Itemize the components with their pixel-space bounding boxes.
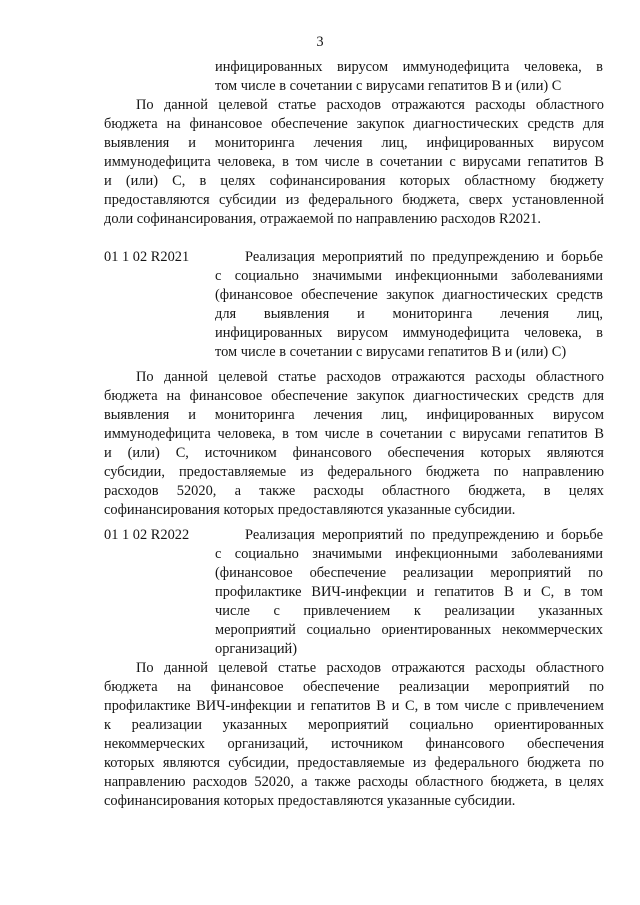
paragraph-3: [104, 659, 604, 811]
text-line: и (или) C, источником финансового обеспечения которых являются: [104, 445, 604, 461]
text-line: инфицированных вирусом иммунодефицита человека, в: [215, 59, 603, 75]
text-line: выявления и мониторинга лечения лиц, инфицированных вирусом: [104, 135, 604, 151]
text-line: выявления и мониторинга лечения лиц, инфицированных вирусом: [104, 407, 604, 423]
entry-description-r2022: [215, 526, 603, 659]
entry-code-r2022: 01 1 02 R2022: [104, 527, 190, 543]
text-line: организаций): [215, 641, 298, 657]
text-line: бюджета на финансовое обеспечение реализации мероприятий по: [104, 679, 604, 695]
text-line: доли софинансирования, отражаемой по направлению расходов R2021.: [104, 211, 541, 227]
text-line: том числе в сочетании с вирусами гепатитов B и (или) C): [215, 344, 567, 360]
text-line: По данной целевой статье расходов отражаются расходы областного: [136, 660, 604, 676]
text-line: предоставляются субсидии из федерального бюджета, сверх установленной: [104, 192, 604, 208]
paragraph-2: [104, 368, 604, 520]
text-line: Реализация мероприятий по предупреждению и борьбе: [245, 527, 603, 543]
text-line: с социально значимыми инфекционными заболеваниями: [215, 546, 603, 562]
text-line: иммунодефицита человека, в том числе в сочетании с вирусами гепатитов B: [104, 426, 604, 442]
text-line: к реализации указанных мероприятий социально ориентированных: [104, 717, 604, 733]
paragraph-1: [104, 96, 604, 229]
text-line: (финансовое обеспечение закупок диагностических средств: [215, 287, 603, 303]
text-line: для выявления и мониторинга лечения лиц,: [215, 306, 603, 322]
text-line: профилактике ВИЧ-инфекции и гепатитов B и C, в том числе с привлечением: [104, 698, 604, 714]
text-line: мероприятий социально ориентированных некоммерческих: [215, 622, 603, 638]
text-line: с социально значимыми инфекционными заболеваниями: [215, 268, 603, 284]
text-line: (финансовое обеспечение реализации мероприятий по: [215, 565, 603, 581]
continuation-text: [215, 58, 603, 96]
text-line: некоммерческих организаций, источником финансового обеспечения: [104, 736, 604, 752]
text-line: бюджета на финансовое обеспечение закупок диагностических средств для: [104, 388, 604, 404]
entry-description-r2021: [215, 248, 603, 362]
text-line: числе с привлечением к реализации указанных: [215, 603, 603, 619]
text-line: бюджета на финансовое обеспечение закупок диагностических средств для: [104, 116, 604, 132]
text-line: и (или) C, в целях софинансирования которых областному бюджету: [104, 173, 604, 189]
text-line: том числе в сочетании с вирусами гепатитов B и (или) C: [215, 78, 562, 94]
text-line: расходов 52020, а также расходы областного бюджета, в целях: [104, 483, 604, 499]
page-number: 3: [316, 34, 324, 50]
text-line: Реализация мероприятий по предупреждению и борьбе: [245, 249, 603, 265]
text-line: По данной целевой статье расходов отражаются расходы областного: [136, 369, 604, 385]
text-line: иммунодефицита человека, в том числе в сочетании с вирусами гепатитов B: [104, 154, 604, 170]
text-line: субсидии, предоставляемые из федерального бюджета по направлению: [104, 464, 604, 480]
text-line: которых являются субсидии, предоставляемые из федерального бюджета по: [104, 755, 604, 771]
text-line: софинансирования которых предоставляются указанные субсидии.: [104, 793, 516, 809]
text-line: По данной целевой статье расходов отражаются расходы областного: [136, 97, 604, 113]
text-line: инфицированных вирусом иммунодефицита человека, в: [215, 325, 603, 341]
entry-code-r2021: 01 1 02 R2021: [104, 249, 190, 265]
text-line: софинансирования которых предоставляются указанные субсидии.: [104, 502, 516, 518]
text-line: профилактике ВИЧ-инфекции и гепатитов B и C, в том: [215, 584, 603, 600]
text-line: направлению расходов 52020, а также расходы областного бюджета, в целях: [104, 774, 604, 790]
